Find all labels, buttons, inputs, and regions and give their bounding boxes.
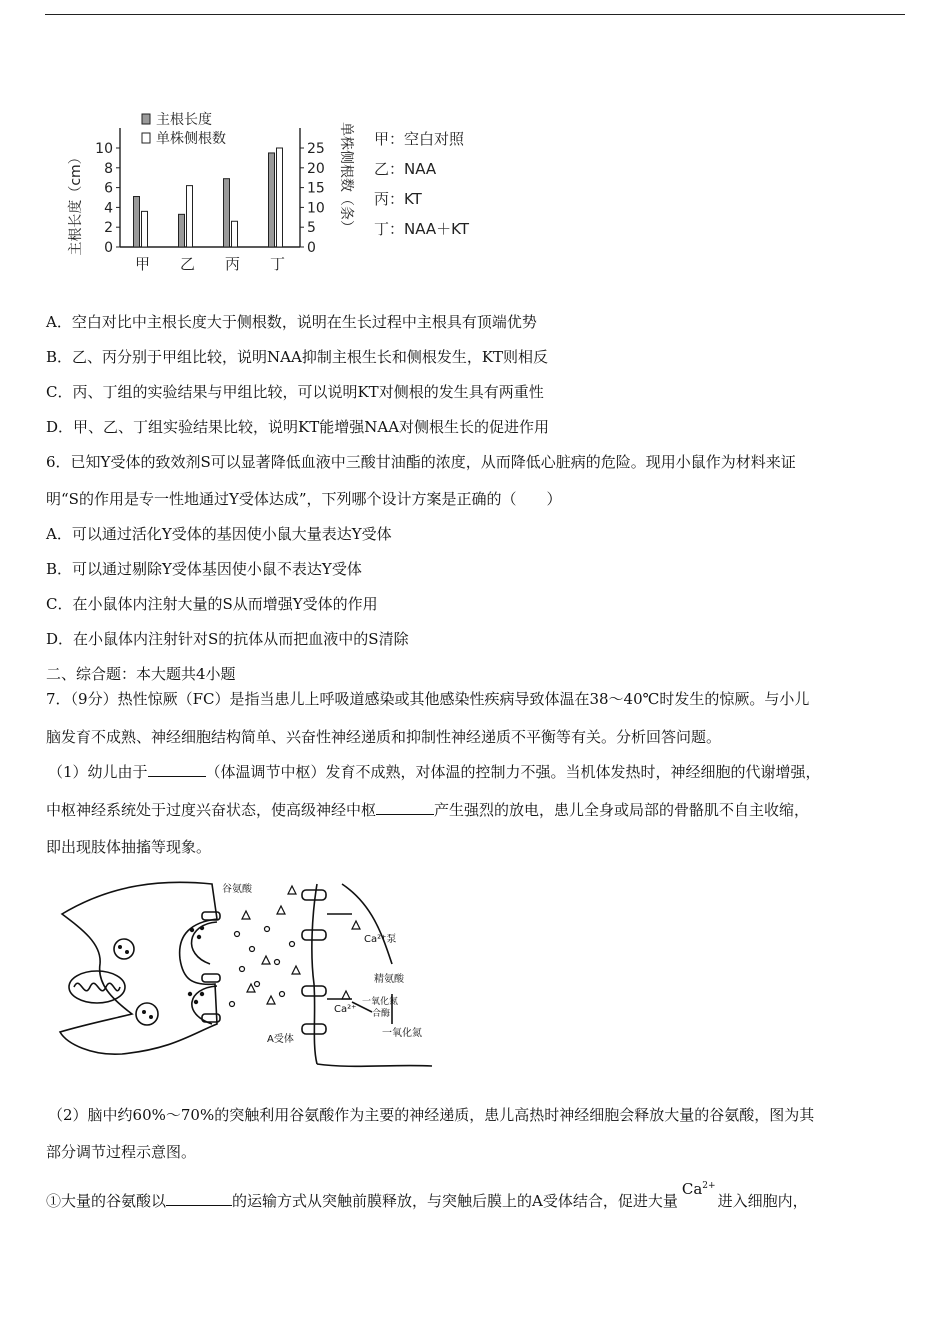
q7-part1-text-b: （体温调节中枢）发育不成熟，对体温的控制力不强。当机体发热时，神经细胞的代谢增强， [205,763,821,781]
q6-stem-line1: 6．已知Y受体的致效剂S可以显著降低血液中三酸甘油酯的浓度，从而降低心脏病的危险。现用小鼠作为材料来证 [46,453,796,471]
q7-stem-line2: 脑发育不成熟、神经细胞结构简单、兴奋性神经递质和抑制性神经递质不平衡等有关。分析回答问题。 [46,728,722,746]
q7-part2-line1: （2）脑中约60%～70%的突触利用谷氨酸作为主要的神经递质，患儿高热时神经细胞会释放大量的谷氨酸，图为其 [48,1106,815,1124]
q7-item1-text-c: 进入细胞内， [717,1192,808,1210]
bar-主根长度-甲 [134,197,140,247]
left-tick-label: 0 [104,240,113,256]
legend-label: 主根长度 [156,112,212,128]
y-axis-label-right: 单株侧根数（条） [338,122,354,234]
answer-blank-3[interactable] [166,1191,232,1206]
left-tick-label: 4 [104,200,113,217]
category-label: 丙 [224,255,241,273]
synapse-diagram [52,874,442,1070]
label-nos-2: 合酶 [372,1009,391,1019]
answer-blank-2[interactable] [376,800,434,815]
label-a-receptor: A受体 [267,1034,294,1045]
bar-主根长度-乙 [179,214,185,247]
label-nitric-oxide: 一氧化氮 [382,1028,422,1039]
q7-part1-text-d: 产生强烈的放电，患儿全身或局部的骨骼肌不自主收缩， [434,801,810,819]
label-glutamate: 谷氨酸 [222,884,252,895]
legend-swatch [142,114,150,124]
label-ca-pump: Ca²⁺泵 [364,934,397,945]
q7-part1-line1 [48,762,821,782]
bar-单株侧根数-甲 [142,211,148,247]
left-tick-label: 10 [95,141,113,157]
q6-option-b: B．可以通过剔除Y受体基因使小鼠不表达Y受体 [46,560,362,578]
q6-stem-line2: 明“S的作用是专一性地通过Y受体达成”，下列哪个设计方案是正确的（ ） [46,490,562,508]
legend-swatch [142,133,150,143]
calcium-ion-formula [682,1180,716,1198]
q7-part2-item1 [46,1180,808,1211]
calcium-charge: 2+ [702,1181,716,1191]
q6-option-d: D．在小鼠体内注射针对S的抗体从而把血液中的S清除 [46,630,409,648]
legend-label: 单株侧根数 [156,131,226,147]
q7-stem-line1: 7．（9分）热性惊厥（FC）是指当患儿上呼吸道感染或其他感染性疾病导致体温在38～40℃时发生的惊厥。与小儿 [46,690,810,708]
label-arginine: 精氨酸 [374,974,404,985]
q6-option-c: C．在小鼠体内注射大量的S从而增强Y受体的作用 [46,595,378,613]
group-legend-item: 丙：KT [374,190,422,208]
right-tick-label: 0 [307,240,316,256]
section-heading: 二、综合题：本大题共4小题 [46,665,236,683]
category-label: 甲 [134,255,151,273]
q7-item1-text-b: 的运输方式从突触前膜释放，与突触后膜上的A受体结合，促进大量 [232,1192,678,1210]
bar-主根长度-丁 [269,153,275,247]
label-nos-1: 一氧化氮 [362,997,399,1007]
right-tick-label: 25 [307,141,325,157]
q7-part1-text-a: （1）幼儿由于 [48,763,148,781]
answer-blank-1[interactable] [148,762,206,777]
q7-part1-line2 [46,800,809,820]
q7-part1-text-c: 中枢神经系统处于过度兴奋状态，使高级神经中枢 [46,801,377,819]
bar-主根长度-丙 [224,179,230,247]
y-axis-label-left: 主根长度（cm） [68,150,84,256]
right-tick-label: 15 [307,180,325,197]
root-growth-chart [62,104,492,274]
category-label: 丁 [269,255,286,273]
q7-item1-text-a: ①大量的谷氨酸以 [46,1192,167,1210]
q5-option-b: B．乙、丙分别于甲组比较，说明NAA抑制主根生长和侧根发生，KT则相反 [46,348,549,366]
bar-单株侧根数-乙 [187,186,193,247]
header-rule [45,14,905,15]
group-legend-item: 乙：NAA [374,160,437,178]
group-legend-item: 甲：空白对照 [374,130,465,148]
q7-part2-line2: 部分调节过程示意图。 [46,1143,197,1161]
calcium-symbol: Ca [681,1180,703,1198]
left-tick-label: 6 [104,180,113,197]
q7-part1-line3: 即出现肢体抽搐等现象。 [46,838,212,856]
q6-option-a: A．可以通过活化Y受体的基因使小鼠大量表达Y受体 [46,525,392,543]
right-tick-label: 5 [307,220,316,237]
label-ca-ion: Ca²⁺ [334,1004,357,1015]
left-tick-label: 2 [104,220,113,237]
q5-option-d: D．甲、乙、丁组实验结果比较，说明KT能增强NAA对侧根生长的促进作用 [46,418,550,436]
q5-option-c: C．丙、丁组的实验结果与甲组比较，可以说明KT对侧根的发生具有两重性 [46,383,544,401]
group-legend-item: 丁：NAA＋KT [374,220,469,238]
bar-单株侧根数-丙 [232,221,238,247]
category-label: 乙 [179,255,196,273]
bar-单株侧根数-丁 [277,148,283,247]
right-tick-label: 20 [307,160,325,177]
right-tick-label: 10 [307,200,325,217]
left-tick-label: 8 [104,160,113,177]
q5-option-a: A．空白对比中主根长度大于侧根数，说明在生长过程中主根具有顶端优势 [46,313,537,331]
